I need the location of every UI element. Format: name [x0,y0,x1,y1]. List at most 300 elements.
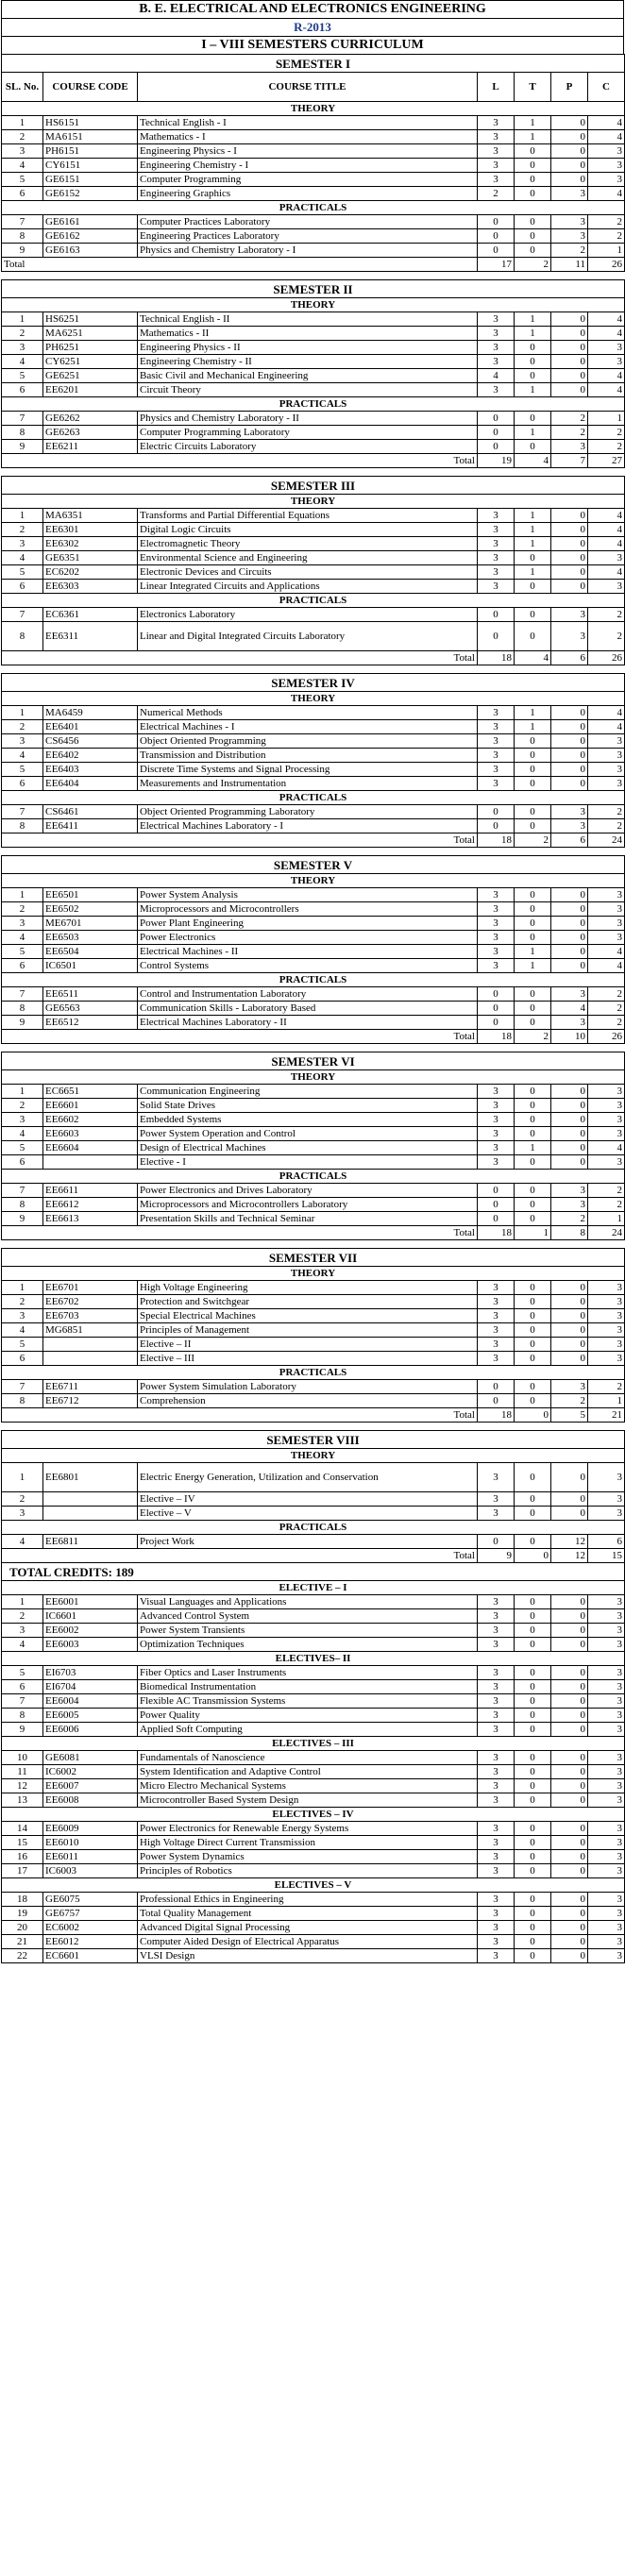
course-l: 3 [478,1709,515,1723]
course-t: 0 [515,819,551,833]
course-code: EE6501 [43,888,138,902]
course-sl: 5 [2,1338,43,1352]
course-t: 0 [515,1822,551,1836]
course-title: Project Work [138,1535,478,1549]
course-p: 0 [551,341,588,355]
column-sl: SL. No. [2,73,43,102]
course-l: 3 [478,1141,515,1155]
total-p: 12 [551,1549,588,1563]
course-code: EE6311 [43,622,138,651]
course-c: 4 [588,130,625,144]
elective-heading [2,1581,625,1595]
course-sl: 4 [2,355,43,369]
course-c: 3 [588,580,625,594]
course-t: 0 [515,1723,551,1737]
course-sl: 1 [2,1595,43,1609]
course-l: 3 [478,1864,515,1878]
course-code: EE6301 [43,523,138,537]
course-t: 0 [515,777,551,791]
course-row [2,608,625,622]
spacer [2,1044,625,1052]
course-sl: 9 [2,440,43,454]
regulation-label: R-2013 [1,18,624,36]
course-code: EE6211 [43,440,138,454]
course-row [2,159,625,173]
course-p: 3 [551,440,588,454]
course-t: 0 [515,1694,551,1709]
course-code: EE6010 [43,1836,138,1850]
course-t: 0 [515,1155,551,1170]
course-t: 0 [515,902,551,917]
course-t: 0 [515,1492,551,1507]
course-code: GE6075 [43,1893,138,1907]
course-sl: 15 [2,1836,43,1850]
course-row [2,1281,625,1295]
course-sl: 4 [2,1638,43,1652]
course-title: Electrical Machines - I [138,720,478,734]
course-sl: 3 [2,1624,43,1638]
course-l: 0 [478,987,515,1002]
course-title: Discrete Time Systems and Signal Processing [138,763,478,777]
course-t: 1 [515,537,551,551]
course-code [43,1507,138,1521]
total-row [2,258,625,272]
course-sl: 6 [2,1155,43,1170]
course-l: 3 [478,355,515,369]
course-t: 1 [515,116,551,130]
course-p: 3 [551,1198,588,1212]
total-p: 8 [551,1226,588,1240]
course-t: 0 [515,1638,551,1652]
course-title: Linear and Digital Integrated Circuits Laboratory [138,622,478,651]
course-c: 3 [588,1609,625,1624]
course-p: 0 [551,355,588,369]
course-sl: 3 [2,917,43,931]
course-code: EE6403 [43,763,138,777]
course-l: 3 [478,1323,515,1338]
spacer-row [2,665,625,674]
course-row [2,426,625,440]
course-sl: 8 [2,622,43,651]
course-code: EE6007 [43,1779,138,1793]
course-code: EE6008 [43,1793,138,1808]
course-title: Engineering Graphics [138,187,478,201]
curriculum-label: I – VIII SEMESTERS CURRICULUM [1,36,624,54]
course-title: Engineering Physics - II [138,341,478,355]
course-l: 3 [478,1295,515,1309]
course-l: 0 [478,1002,515,1016]
course-t: 0 [515,1935,551,1949]
course-title: Elective – III [138,1352,478,1366]
course-title: Physics and Chemistry Laboratory - I [138,244,478,258]
elective-title: ELECTIVE – I [2,1581,625,1595]
course-t: 1 [515,1141,551,1155]
elective-title: ELECTIVES – V [2,1878,625,1893]
course-row [2,244,625,258]
total-l: 18 [478,1030,515,1044]
course-code: EE6009 [43,1822,138,1836]
course-title: Elective – V [138,1507,478,1521]
course-c: 3 [588,1463,625,1492]
course-sl: 4 [2,931,43,945]
course-t: 0 [515,917,551,931]
course-title: Object Oriented Programming Laboratory [138,805,478,819]
course-row [2,945,625,959]
course-c: 3 [588,1751,625,1765]
course-t: 0 [515,580,551,594]
course-sl: 2 [2,130,43,144]
course-t: 0 [515,1127,551,1141]
course-sl: 22 [2,1949,43,1963]
course-l: 3 [478,1850,515,1864]
course-title: Linear Integrated Circuits and Applications [138,580,478,594]
course-p: 3 [551,187,588,201]
course-p: 3 [551,805,588,819]
course-title: Electrical Machines Laboratory - I [138,819,478,833]
course-c: 3 [588,1638,625,1652]
total-row [2,833,625,848]
course-p: 0 [551,1694,588,1709]
course-row [2,412,625,426]
semester-heading [2,55,625,73]
course-title: Fiber Optics and Laser Instruments [138,1666,478,1680]
course-row [2,369,625,383]
course-p: 3 [551,987,588,1002]
course-c: 2 [588,215,625,229]
course-row [2,1949,625,1963]
course-title: High Voltage Engineering [138,1281,478,1295]
course-l: 3 [478,888,515,902]
course-t: 0 [515,1309,551,1323]
course-title: Power System Operation and Control [138,1127,478,1141]
course-c: 3 [588,173,625,187]
course-p: 0 [551,1338,588,1352]
course-l: 3 [478,1907,515,1921]
section-label: PRACTICALS [2,594,625,608]
course-t: 0 [515,341,551,355]
course-row [2,173,625,187]
total-c: 24 [588,833,625,848]
course-t: 1 [515,959,551,973]
total-c: 26 [588,1030,625,1044]
course-l: 3 [478,1680,515,1694]
course-row [2,565,625,580]
spacer-row [2,848,625,856]
course-l: 0 [478,805,515,819]
course-code: EE6611 [43,1184,138,1198]
course-p: 0 [551,1751,588,1765]
course-sl: 3 [2,341,43,355]
elective-heading [2,1737,625,1751]
course-code: EE6504 [43,945,138,959]
spacer [2,468,625,477]
course-sl: 5 [2,1141,43,1155]
course-t: 0 [515,1002,551,1016]
course-code: GE6163 [43,244,138,258]
course-p: 0 [551,1141,588,1155]
course-l: 3 [478,1463,515,1492]
course-row [2,720,625,734]
course-code [43,1492,138,1507]
course-code: EE6811 [43,1535,138,1549]
course-title: Communication Engineering [138,1085,478,1099]
course-sl: 2 [2,1609,43,1624]
course-code: EE6302 [43,537,138,551]
course-row [2,1907,625,1921]
course-l: 3 [478,565,515,580]
course-sl: 12 [2,1779,43,1793]
course-t: 0 [515,187,551,201]
course-title: Principles of Robotics [138,1864,478,1878]
course-c: 4 [588,187,625,201]
course-l: 3 [478,537,515,551]
course-c: 3 [588,1281,625,1295]
section-heading [2,594,625,608]
course-row [2,931,625,945]
spacer [2,1240,625,1249]
course-t: 0 [515,1198,551,1212]
course-c: 4 [588,116,625,130]
course-t: 0 [515,215,551,229]
course-t: 0 [515,1765,551,1779]
course-code: CY6151 [43,159,138,173]
course-sl: 9 [2,244,43,258]
course-c: 3 [588,1492,625,1507]
course-t: 0 [515,1463,551,1492]
elective-title: ELECTIVES – IV [2,1808,625,1822]
course-sl: 4 [2,1127,43,1141]
column-l: L [478,73,515,102]
course-p: 0 [551,763,588,777]
course-sl: 6 [2,580,43,594]
course-code: HS6151 [43,116,138,130]
course-sl: 7 [2,805,43,819]
course-code: GE6161 [43,215,138,229]
course-c: 1 [588,244,625,258]
course-t: 0 [515,1624,551,1638]
course-c: 2 [588,440,625,454]
course-c: 2 [588,987,625,1002]
course-p: 0 [551,945,588,959]
course-c: 4 [588,945,625,959]
course-t: 0 [515,608,551,622]
course-sl: 3 [2,537,43,551]
course-c: 3 [588,734,625,749]
total-l: 18 [478,1408,515,1423]
course-t: 0 [515,734,551,749]
course-title: Transmission and Distribution [138,749,478,763]
course-row [2,777,625,791]
section-heading [2,1449,625,1463]
course-row [2,1309,625,1323]
section-label: THEORY [2,102,625,116]
semester-title: SEMESTER VII [2,1249,625,1267]
course-c: 3 [588,1822,625,1836]
course-t: 0 [515,355,551,369]
course-row [2,1864,625,1878]
course-row [2,622,625,651]
semester-title: SEMESTER II [2,280,625,298]
course-p: 0 [551,1907,588,1921]
course-c: 3 [588,902,625,917]
course-l: 3 [478,509,515,523]
course-title: Power System Transients [138,1624,478,1638]
course-row [2,1694,625,1709]
course-title: Advanced Digital Signal Processing [138,1921,478,1935]
column-header-row [2,73,625,102]
course-c: 2 [588,1184,625,1198]
course-sl: 5 [2,1666,43,1680]
course-t: 1 [515,383,551,397]
course-c: 3 [588,1295,625,1309]
course-t: 0 [515,1507,551,1521]
course-sl: 8 [2,819,43,833]
course-c: 3 [588,144,625,159]
course-code: EE6604 [43,1141,138,1155]
course-t: 1 [515,312,551,327]
course-row [2,327,625,341]
course-row [2,144,625,159]
course-title: Electromagnetic Theory [138,537,478,551]
course-title: Professional Ethics in Engineering [138,1893,478,1907]
course-t: 0 [515,244,551,258]
course-title: Physics and Chemistry Laboratory - II [138,412,478,426]
total-credits-row [2,1563,625,1581]
course-c: 3 [588,777,625,791]
course-p: 2 [551,1212,588,1226]
course-c: 4 [588,706,625,720]
course-l: 3 [478,1893,515,1907]
course-row [2,551,625,565]
course-t: 0 [515,1893,551,1907]
spacer-row [2,1423,625,1431]
section-label: PRACTICALS [2,973,625,987]
course-t: 0 [515,412,551,426]
course-sl: 2 [2,523,43,537]
elective-heading [2,1878,625,1893]
course-row [2,1338,625,1352]
course-l: 3 [478,763,515,777]
course-title: Control Systems [138,959,478,973]
course-sl: 8 [2,426,43,440]
course-p: 3 [551,819,588,833]
course-row [2,734,625,749]
course-title: Circuit Theory [138,383,478,397]
course-p: 0 [551,1099,588,1113]
course-title: Fundamentals of Nanoscience [138,1751,478,1765]
course-sl: 6 [2,777,43,791]
course-p: 0 [551,565,588,580]
total-c: 15 [588,1549,625,1563]
total-row [2,651,625,665]
course-sl: 5 [2,565,43,580]
course-c: 3 [588,1765,625,1779]
course-row [2,1113,625,1127]
course-l: 3 [478,1694,515,1709]
course-t: 0 [515,888,551,902]
course-c: 3 [588,1099,625,1113]
course-t: 0 [515,1921,551,1935]
course-c: 4 [588,959,625,973]
total-p: 6 [551,833,588,848]
course-l: 3 [478,1949,515,1963]
course-p: 0 [551,312,588,327]
course-title: Engineering Chemistry - II [138,355,478,369]
course-c: 2 [588,622,625,651]
total-p: 11 [551,258,588,272]
course-p: 3 [551,622,588,651]
course-row [2,1609,625,1624]
course-row [2,509,625,523]
course-title: Presentation Skills and Technical Seminar [138,1212,478,1226]
course-l: 3 [478,1338,515,1352]
course-l: 3 [478,1836,515,1850]
spacer [2,272,625,280]
course-code: EC6601 [43,1949,138,1963]
course-row [2,312,625,327]
course-p: 3 [551,1016,588,1030]
course-p: 0 [551,749,588,763]
course-c: 3 [588,1836,625,1850]
course-l: 0 [478,1212,515,1226]
course-c: 6 [588,1535,625,1549]
column-code: COURSE CODE [43,73,138,102]
course-sl: 3 [2,1113,43,1127]
course-l: 3 [478,1352,515,1366]
course-t: 1 [515,720,551,734]
course-t: 1 [515,706,551,720]
total-t: 4 [515,651,551,665]
course-l: 3 [478,1609,515,1624]
course-t: 0 [515,1666,551,1680]
course-title: Object Oriented Programming [138,734,478,749]
spacer [2,848,625,856]
total-credits: TOTAL CREDITS: 189 [2,1563,625,1581]
course-p: 0 [551,1921,588,1935]
course-t: 0 [515,369,551,383]
course-sl: 2 [2,902,43,917]
course-row [2,706,625,720]
total-label: Total [2,651,478,665]
course-p: 0 [551,1309,588,1323]
course-sl: 1 [2,1281,43,1295]
course-row [2,1836,625,1850]
course-t: 0 [515,1085,551,1099]
course-title: Basic Civil and Mechanical Engineering [138,369,478,383]
section-heading [2,201,625,215]
course-row [2,1638,625,1652]
course-p: 0 [551,1765,588,1779]
course-code: ME6701 [43,917,138,931]
course-title: Measurements and Instrumentation [138,777,478,791]
course-t: 0 [515,1184,551,1198]
course-l: 0 [478,819,515,833]
semester-heading [2,280,625,298]
course-sl: 5 [2,945,43,959]
course-sl: 18 [2,1893,43,1907]
course-title: Power System Dynamics [138,1850,478,1864]
course-code: EE6011 [43,1850,138,1864]
course-title: Protection and Switchgear [138,1295,478,1309]
section-label: THEORY [2,692,625,706]
course-code: HS6251 [43,312,138,327]
course-p: 3 [551,229,588,244]
course-sl: 13 [2,1793,43,1808]
total-row [2,1030,625,1044]
course-c: 4 [588,565,625,580]
course-title: Control and Instrumentation Laboratory [138,987,478,1002]
course-sl: 7 [2,215,43,229]
